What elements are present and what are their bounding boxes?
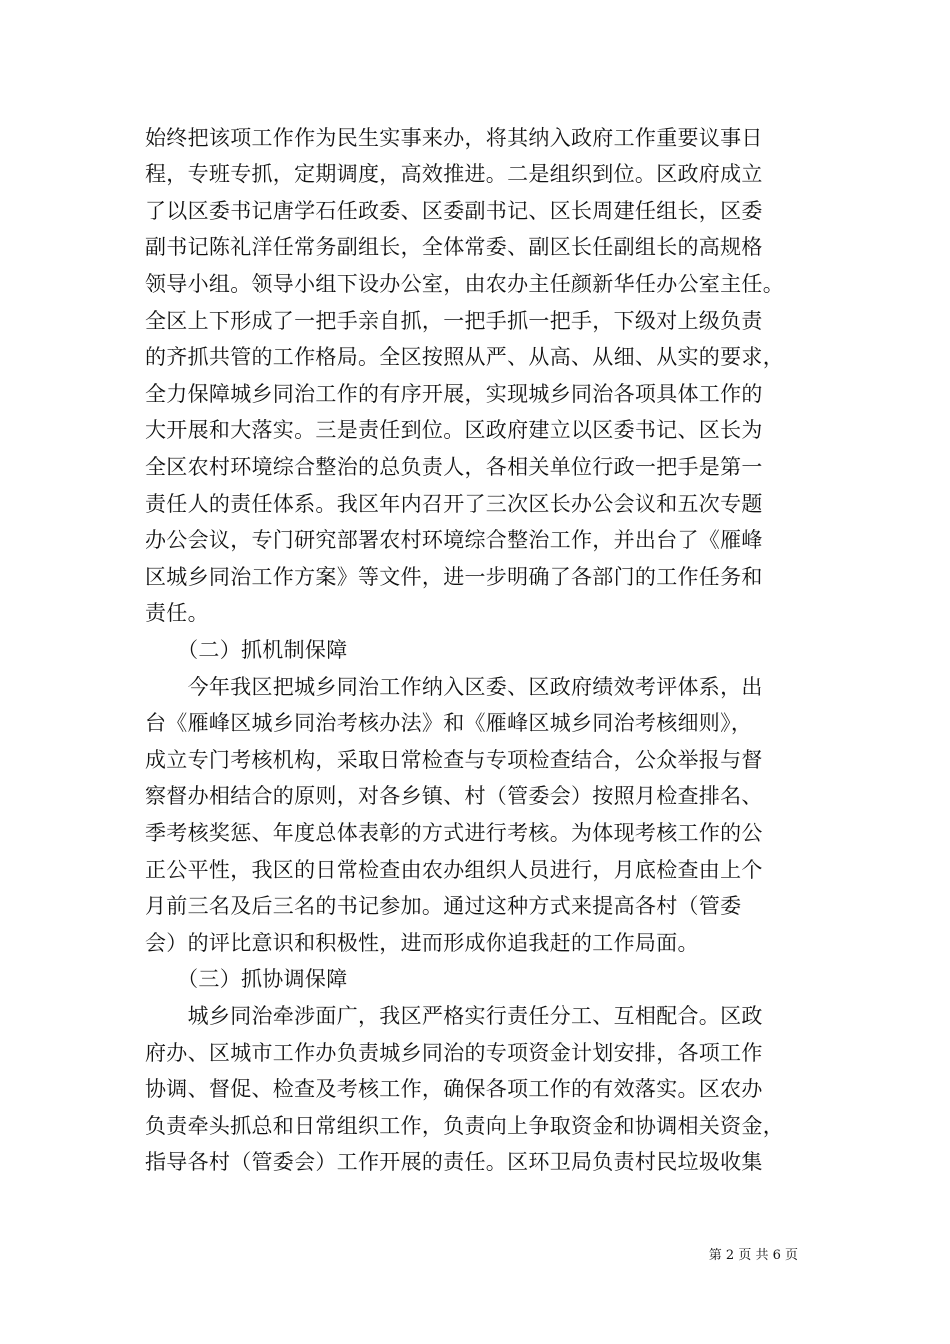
body-text-line: 负责牵头抓总和日常组织工作，负责向上争取资金和协调相关资金， — [145, 1114, 784, 1138]
body-text-line: 全力保障城乡同治工作的有序开展，实现城乡同治各项具体工作的 — [145, 382, 763, 406]
body-text-line: 季考核奖惩、年度总体表彰的方式进行考核。为体现考核工作的公 — [145, 821, 763, 845]
body-text-line: 城乡同治牵涉面广，我区严格实行责任分工、互相配合。区政 — [145, 1004, 763, 1028]
body-text-line: 全区上下形成了一把手亲自抓，一把手抓一把手，下级对上级负责 — [145, 309, 763, 333]
section-heading-3: （三）抓协调保障 — [145, 967, 348, 991]
body-text-line: 区城乡同治工作方案》等文件，进一步明确了各部门的工作任务和 — [145, 565, 763, 589]
body-text-line: 月前三名及后三名的书记参加。通过这种方式来提高各村（管委 — [145, 894, 742, 918]
page-number-footer: 第 2 页 共 6 页 — [708, 1248, 798, 1263]
body-text-line: 察督办相结合的原则，对各乡镇、村（管委会）按照月检查排名、 — [145, 784, 763, 808]
body-text-line: 始终把该项工作作为民生实事来办，将其纳入政府工作重要议事日 — [145, 126, 763, 150]
body-text-line: 指导各村（管委会）工作开展的责任。区环卫局负责村民垃圾收集 — [145, 1150, 763, 1174]
body-text-line: 今年我区把城乡同治工作纳入区委、区政府绩效考评体系，出 — [145, 675, 763, 699]
section-heading-2: （二）抓机制保障 — [145, 638, 348, 662]
body-text-line: 的齐抓共管的工作格局。全区按照从严、从高、从细、从实的要求， — [145, 345, 784, 369]
body-text-line: 了以区委书记唐学石任政委、区委副书记、区长周建任组长，区委 — [145, 199, 763, 223]
body-text-line: 成立专门考核机构，采取日常检查与专项检查结合，公众举报与督 — [145, 748, 763, 772]
body-text-line: 领导小组。领导小组下设办公室，由农办主任颜新华任办公室主任。 — [145, 272, 784, 296]
body-text-line: 责任。 — [145, 601, 209, 625]
body-text-line: 办公会议，专门研究部署农村环境综合整治工作，并出台了《雁峰 — [145, 528, 763, 552]
body-text-line: 大开展和大落实。三是责任到位。区政府建立以区委书记、区长为 — [145, 418, 763, 442]
body-text-line: 正公平性，我区的日常检查由农办组织人员进行，月底检查由上个 — [145, 858, 763, 882]
body-text-line: 程，专班专抓，定期调度，高效推进。二是组织到位。区政府成立 — [145, 162, 763, 186]
body-text-line: 副书记陈礼洋任常务副组长，全体常委、副区长任副组长的高规格 — [145, 235, 763, 259]
body-text-line: 府办、区城市工作办负责城乡同治的专项资金计划安排，各项工作 — [145, 1041, 763, 1065]
body-text-line: 全区农村环境综合整治的总负责人，各相关单位行政一把手是第一 — [145, 455, 763, 479]
body-text-line: 协调、督促、检查及考核工作，确保各项工作的有效落实。区农办 — [145, 1077, 763, 1101]
body-text-line: 会）的评比意识和积极性，进而形成你追我赶的工作局面。 — [145, 931, 699, 955]
body-text-line: 台《雁峰区城乡同治考核办法》和《雁峰区城乡同治考核细则》， — [145, 711, 753, 735]
body-text-line: 责任人的责任体系。我区年内召开了三次区长办公会议和五次专题 — [145, 492, 763, 516]
